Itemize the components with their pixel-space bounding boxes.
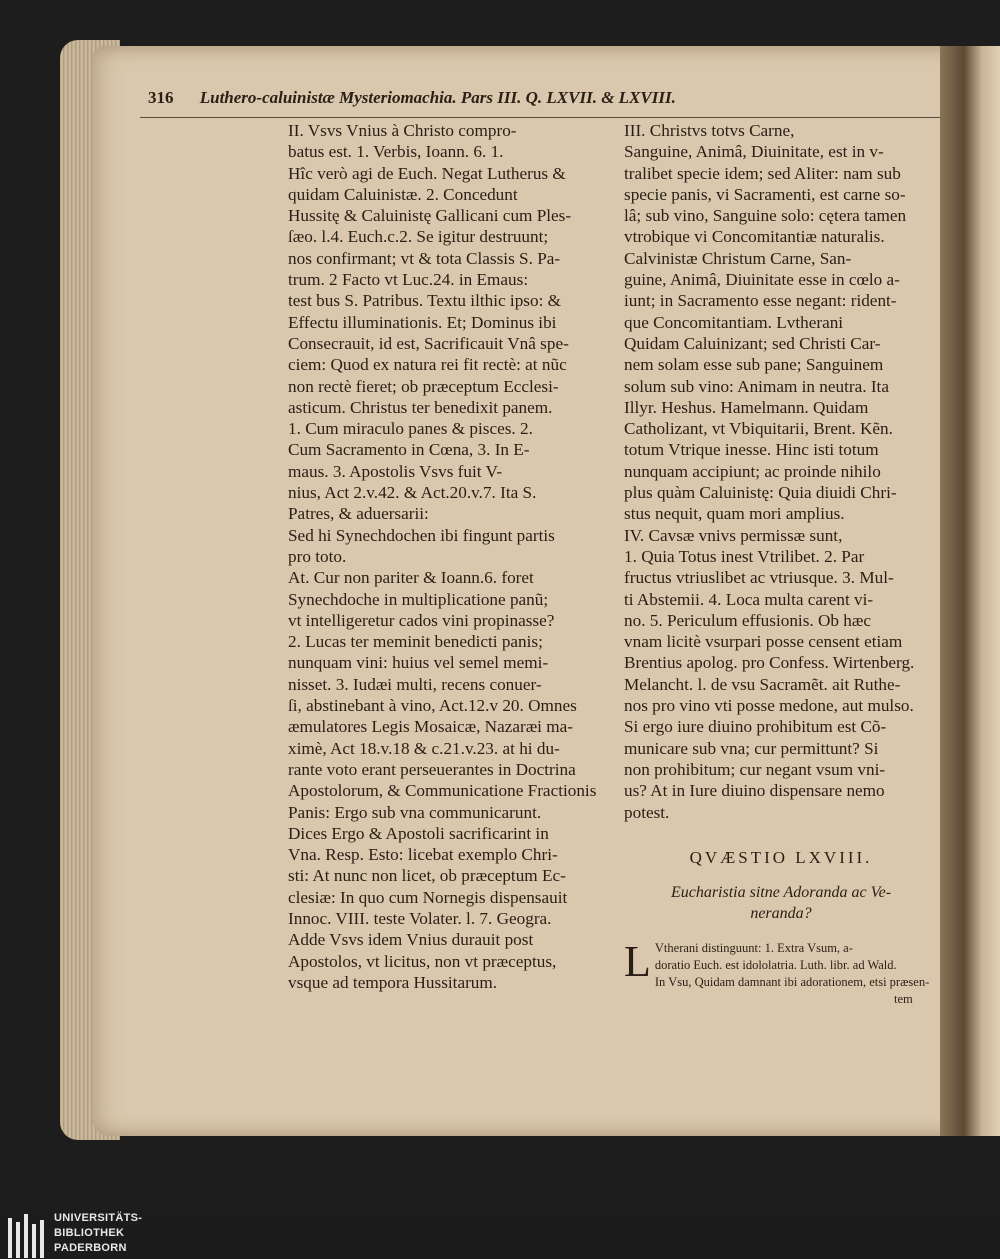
text-line: vnam licitè vsurpari posse censent etiam [624,632,903,652]
text-line: plus quàm Caluinistę: Quia diuidi Chri- [624,483,897,503]
text-line: specie panis, vi Sacramenti, est carne so- [624,184,906,204]
subheading-line: Eucharistia sitne Adoranda ac Ve- [670,884,892,901]
text-line: Vna. Resp. Esto: licebat exemplo Chri- [288,845,558,865]
text-line: nos pro vino vti posse medone, aut mulso. [624,696,914,716]
text-line: Cum Sacramento in Cœna, 3. In E- [288,440,530,460]
page-number: 316 [148,88,174,107]
text-line: ti Abstemii. 4. Loca multa carent vi- [624,589,874,609]
text-line: II. Vsvs Vnius à Christo compro- [288,121,517,140]
text-line: sti: At nunc non licet, ob præceptum Ec- [288,866,566,886]
text-line: clesiæ: In quo cum Nornegis dispensauit [288,887,568,907]
text-line: Consecrauit, id est, Sacrificauit Vnâ spe- [288,333,569,353]
right-text-column [624,120,938,823]
body-line: Vtherani distinguunt: 1. Extra Vsum, a- [654,941,853,955]
university-library-logo-icon [6,1212,50,1258]
text-line: nunquam accipiunt; ac proinde nihilo [624,461,881,481]
text-line: Brentius apolog. pro Confess. Wirtenberg. [624,653,915,673]
text-line: Catholizant, vt Vbiquitarii, Brent. Kẽn. [624,419,893,439]
library-name [54,1211,174,1256]
text-line: nisset. 3. Iudæi multi, recens conuer- [288,674,542,694]
text-line: Sed hi Synechdochen ibi fingunt partis [288,525,555,545]
library-name-line: UNIVERSITÄTS- [54,1212,143,1224]
text-line: Hussitę & Caluinistę Gallicani cum Ples- [288,206,572,226]
text-line: no. 5. Periculum effusionis. Ob hæc [624,610,871,630]
text-line: totum Vtrique inesse. Hinc isti totum [624,440,879,460]
text-line: Hîc verò agi de Euch. Negat Lutherus & [288,163,566,183]
text-line: Apostolorum, & Communicatione Fractionis [288,781,597,801]
text-line: stus nequit, quam mori amplius. [624,504,845,524]
library-name-line: BIBLIOTHEK [54,1227,125,1239]
text-line: guine, Animâ, Diuinitate esse in cœlo a- [624,270,900,290]
text-line: III. Christvs totvs Carne, [624,121,795,140]
left-text-column [288,120,600,993]
text-line: 1. Quia Totus inest Vtrilibet. 2. Par [624,546,865,566]
text-line: us? At in Iure diuino dispensare nemo [624,781,885,801]
text-line: Quidam Caluinizant; sed Christi Car- [624,333,881,353]
text-line: Sanguine, Animâ, Diuinitate, est in v- [624,142,884,162]
body-line: tem [894,992,913,1006]
text-line: nius, Act 2.v.42. & Act.20.v.7. Ita S. [288,483,537,503]
text-line: lâ; sub vino, Sanguine solo: cętera tamen [624,206,907,226]
text-line: Synechdoche in multiplicatione panũ; [288,589,549,609]
drop-cap: L [624,937,651,986]
text-line: 1. Cum miraculo panes & pisces. 2. [288,419,533,439]
text-line: ximè, Act 18.v.18 & c.21.v.23. at hi du- [288,738,560,758]
text-line: Illyr. Heshus. Hamelmann. Quidam [624,397,869,417]
text-line: maus. 3. Apostolis Vsvs fuit V- [288,461,503,481]
text-line: Patres, & aduersarii: [288,504,429,524]
text-line: Panis: Ergo sub vna communicarunt. [288,802,542,822]
body-line: doratio Euch. est idololatria. Luth. libr. ad Wald. [654,958,897,972]
text-line: que Concomitantiam. Lvtherani [624,312,844,332]
text-line: municare sub vna; cur permittunt? Si [624,738,879,758]
text-line: tralibet specie idem; sed Aliter: nam sub [624,163,901,183]
text-line: non prohibitum; cur negant vsum vni- [624,759,886,779]
text-line: test bus S. Patribus. Textu ilthic ipso: & [288,291,562,311]
text-line: Dices Ergo & Apostoli sacrificarint in [288,823,549,843]
text-line: pro toto. [288,546,347,566]
header-rule [140,117,940,118]
text-line: IV. Cavsæ vnivs permissæ sunt, [624,525,843,545]
text-line: trum. 2 Facto vt Luc.24. in Emaus: [288,270,529,290]
text-line: Melancht. l. de vsu Sacramẽt. ait Ruthe- [624,674,901,694]
text-line: nos confirmant; vt & tota Classis S. Pa- [288,248,561,268]
text-line: ſæo. l.4. Euch.c.2. Se igitur destruunt; [288,227,549,247]
question-body [624,937,938,1008]
text-line: Effectu illuminationis. Et; Dominus ibi [288,312,557,332]
running-header [148,88,936,118]
text-line: vtrobique vi Concomitantiæ naturalis. [624,227,885,247]
text-line: potest. [624,802,670,822]
text-line: Apostolos, vt licitus, non vt præceptus, [288,951,557,971]
book-gutter [940,46,1000,1136]
question-subheading [624,882,938,924]
text-line: nunquam vini: huius vel semel memi- [288,653,549,673]
body-line: In Vsu, Quidam damnant ibi adorationem, etsi præsen- [654,975,930,989]
text-line: vsque ad tempora Hussitarum. [288,972,498,992]
text-line: non rectè fieret; ob præceptum Ecclesi- [288,376,559,396]
library-name-line: PADERBORN [54,1242,127,1254]
text-line: 2. Lucas ter meminit benedicti panis; [288,632,543,652]
text-line: æmulatores Legis Mosaicæ, Nazaræi ma- [288,717,573,737]
text-line: vt intelligeretur cados vini propinasse? [288,610,555,630]
running-title: Luthero-caluinistæ Mysteriomachia. Pars III. Q. LXVII. & LXVIII. [199,88,676,107]
text-line: asticum. Christus ter benedixit panem. [288,397,553,417]
text-line: Adde Vsvs idem Vnius durauit post [288,930,534,950]
text-line: ſi, abstinebant à vino, Act.12.v 20. Omnes [288,696,577,716]
text-line: Calvinistæ Christum Carne, San- [624,248,852,268]
text-line: batus est. 1. Verbis, Ioann. 6. 1. [288,142,504,162]
text-line: solum sub vino: Animam in neutra. Ita [624,376,889,396]
question-heading: QVÆSTIO LXVIII. [689,848,873,867]
text-line: At. Cur non pariter & Ioann.6. foret [288,568,534,588]
text-line: iunt; in Sacramento esse negant: rident- [624,291,897,311]
text-line: rante voto erant perseuerantes in Doctrina [288,759,576,779]
text-line: Innoc. VIII. teste Volater. l. 7. Geogra. [288,908,552,928]
subheading-line: neranda? [750,905,812,922]
text-line: nem solam esse sub pane; Sanguinem [624,355,884,375]
text-line: Si ergo iure diuino prohibitum est Cõ- [624,717,887,737]
text-line: fructus vtriuslibet ac vtriusque. 3. Mul- [624,568,894,588]
text-line: ciem: Quod ex natura rei fit rectè: at nũc [288,355,567,375]
text-line: quidam Caluinistæ. 2. Concedunt [288,184,518,204]
